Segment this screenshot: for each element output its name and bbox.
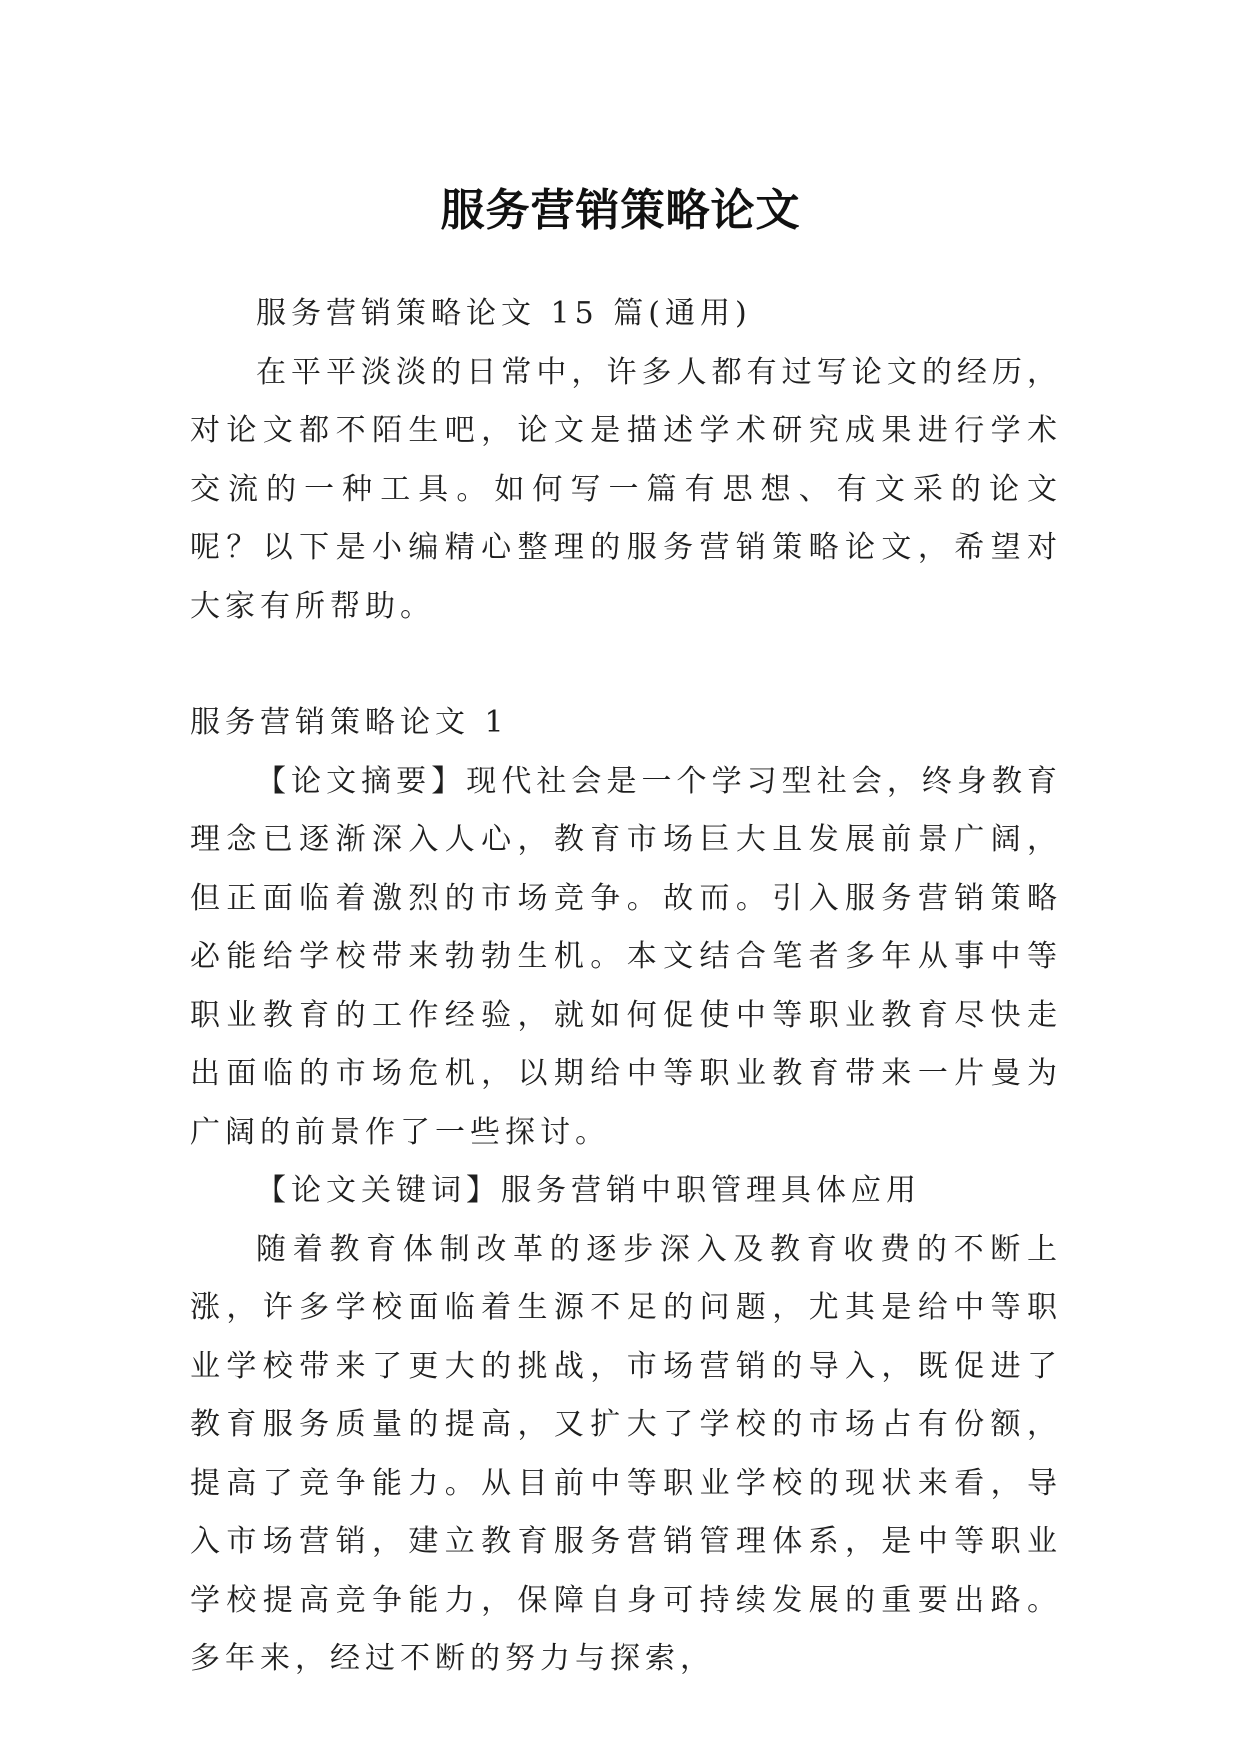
document-body	[190, 285, 1062, 1689]
abstract-paragraph: 【论文摘要】现代社会是一个学习型社会，终身教育理念已逐渐深入人心，教育市场巨大且发展前景广阔，但正面临着激烈的市场竞争。故而。引入服务营销策略必能给学校带来勃勃生机。本文结合笔者多年从事中等职业教育的工作经验，就如何促使中等职业教育尽快走出面临的市场危机，以期给中等职业教育带来一片曼为广阔的前景作了一些探讨。	[190, 763, 1062, 1150]
document-title: 服务营销策略论文	[440, 185, 801, 237]
body-paragraph: 随着教育体制改革的逐步深入及教育收费的不断上涨，许多学校面临着生源不足的问题，尤其是给中等职业学校带来了更大的挑战，市场营销的导入，既促进了教育服务质量的提高，又扩大了学校的市场占有份额，提高了竞争能力。从目前中等职业学校的现状来看，导入市场营销，建立教育服务营销管理体系，是中等职业学校提高竞争能力，保障自身可持续发展的重要出路。多年来，经过不断的努力与探索，	[190, 1231, 1062, 1676]
subtitle-paragraph: 服务营销策略论文 15 篇(通用)	[256, 296, 752, 331]
section-heading: 服务营销策略论文 1	[190, 705, 509, 740]
intro-paragraph: 在平平淡淡的日常中，许多人都有过写论文的经历，对论文都不陌生吧，论文是描述学术研究成果进行学术交流的一种工具。如何写一篇有思想、有文采的论文呢？以下是小编精心整理的服务营销策略论文，希望对大家有所帮助。	[190, 354, 1062, 624]
keywords-paragraph: 【论文关键词】服务营销中职管理具体应用	[256, 1173, 921, 1208]
paragraph-gap	[190, 636, 1062, 694]
